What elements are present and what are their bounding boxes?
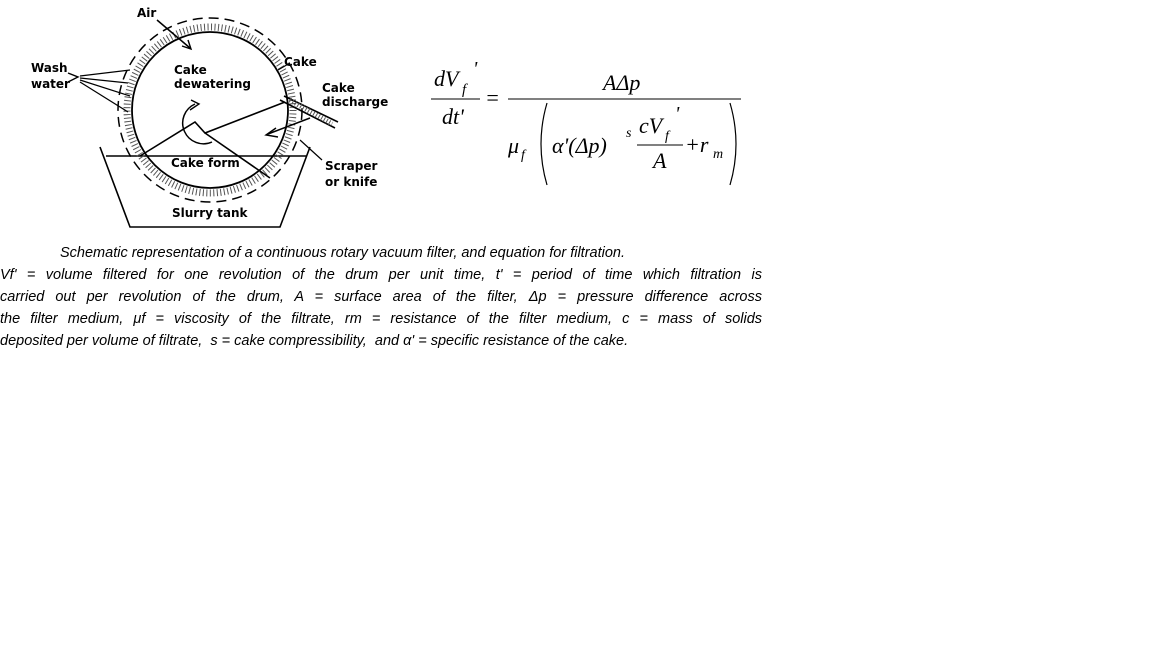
label-scraper: Scraper (325, 159, 378, 173)
wash-sprays (80, 70, 130, 112)
label-cake-discharge: Cake (322, 81, 355, 95)
eq-inner-sub: f (665, 129, 669, 144)
label-cake-form: Cake form (171, 156, 240, 170)
eq-rhs-num: AΔp (603, 70, 641, 95)
eq-alpha: α'(Δp) (552, 133, 607, 158)
label-cake-dewatering-2: dewatering (174, 77, 251, 91)
eq-r-sub: m (713, 147, 724, 162)
figure-caption (0, 242, 762, 352)
label-slurry-tank: Slurry tank (172, 206, 248, 220)
eq-lhs-sub: f (462, 82, 467, 98)
eq-inner-den: A (653, 148, 667, 173)
cake-layer-outer (118, 18, 302, 202)
definition-line-1: Vf' = volume filtered for one revolution of the drum per unit time, t' = period of time which filtration is (0, 267, 762, 283)
label-cake: Cake (284, 55, 317, 69)
rotary-filter-diagram (0, 0, 400, 235)
eq-lhs-dV: dV (434, 66, 459, 91)
label-air: Air (137, 6, 157, 20)
label-cake-discharge-2: discharge (322, 95, 389, 109)
definition-line-3: the filter medium, μf = viscosity of the filtrate, rm = resistance of the filter medium, c = mass of solids (0, 311, 763, 327)
eq-equals: = (485, 85, 500, 110)
eq-inner-prime: ' (675, 103, 680, 125)
eq-plus-r: +r (685, 132, 709, 157)
label-wash-water: Wash (31, 61, 68, 75)
eq-lhs-den: dt' (442, 104, 464, 129)
eq-mu: μ (508, 133, 520, 158)
eq-mu-sub: f (521, 148, 525, 163)
scraper-leader (300, 140, 322, 160)
label-cake-dewatering: Cake (174, 63, 207, 77)
label-scraper-2: or knife (325, 175, 378, 189)
eq-lhs-prime: ' (473, 58, 478, 80)
caption-title: Schematic representation of a continuous rotary vacuum filter, and equation for filtration. (60, 245, 626, 261)
eq-right-paren (730, 103, 736, 185)
eq-left-paren (541, 103, 547, 185)
eq-exp-s: s (626, 126, 632, 141)
label-wash-water-2: water (31, 77, 70, 91)
definition-line-2: carried out per revolution of the drum, A = surface area of the filter, Δp = pressure difference across (0, 289, 762, 305)
filtration-equation (425, 55, 755, 195)
eq-inner-num: cV (639, 113, 663, 138)
definition-line-4: deposited per volume of filtrate, s = cake compressibility, and α' = specific resistance of the cake. (0, 333, 629, 349)
